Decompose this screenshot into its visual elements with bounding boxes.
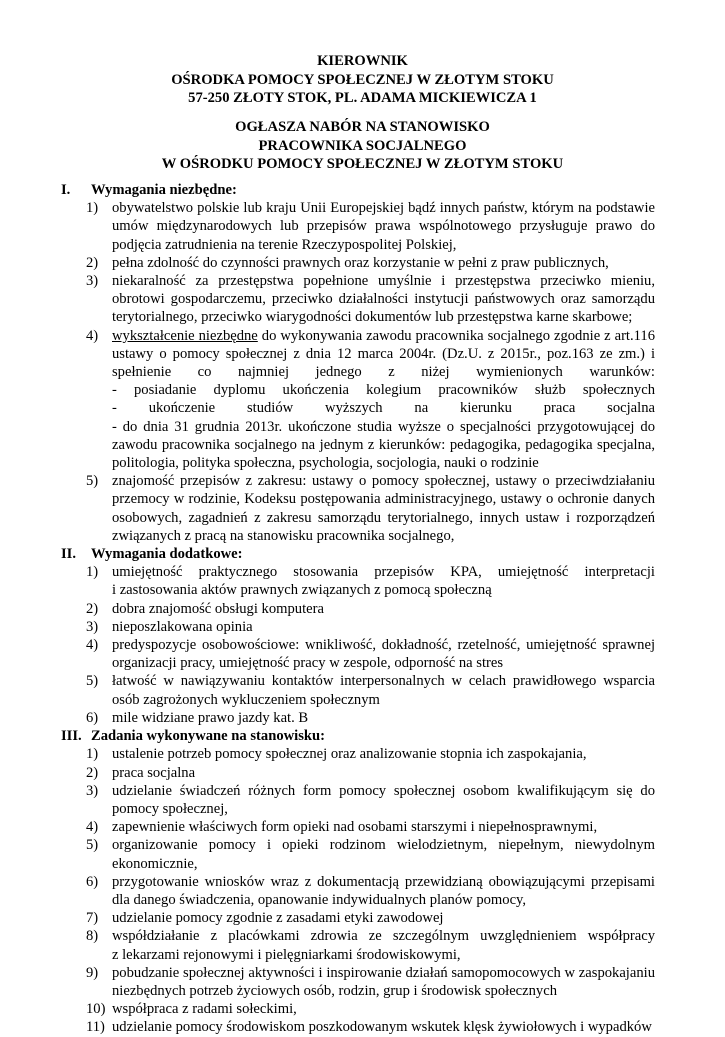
underlined-term: wykształcenie niezbędne — [112, 327, 258, 344]
list-item-number: 9) — [86, 964, 99, 981]
list-item-text — [112, 927, 655, 963]
text-line: osób zagrożonych wykluczeniem społecznym — [112, 691, 380, 708]
text-line: przygotowanie wniosków wraz z dokumentacją przewidzianą obowiązującymi przepisami — [112, 873, 655, 890]
text-line: politologia, polityka społeczna, psychologia, socjologia, nauki o rodzinie — [112, 455, 539, 472]
section-number: III. — [61, 728, 82, 745]
list-item-number: 2) — [86, 764, 99, 781]
list-item-number: 2) — [86, 600, 99, 617]
list-item-text — [112, 600, 655, 618]
list-item-text — [112, 745, 655, 763]
text-line: nieposzlakowana opinia — [112, 618, 253, 635]
list-item-text — [112, 636, 655, 672]
header-institution: OŚRODKA POMOCY SPOŁECZNEJ W ZŁOTYM STOKU — [171, 71, 554, 88]
list-item-number: 6) — [86, 709, 99, 726]
list-item-number: 3) — [86, 782, 99, 799]
list-item — [0, 927, 725, 963]
section-heading — [0, 545, 725, 563]
list-item — [0, 764, 725, 782]
list-item — [0, 964, 725, 1000]
section-title: Wymagania niezbędne: — [91, 182, 237, 198]
list-item-number: 3) — [86, 273, 99, 290]
document-body — [0, 181, 725, 1037]
list-item-text — [112, 563, 655, 599]
list-item — [0, 327, 725, 473]
text-line: zapewnienie właściwych form opieki nad osobami starszymi i niepełnosprawnymi, — [112, 819, 598, 836]
list-item — [0, 836, 725, 872]
section-2 — [0, 545, 725, 727]
text-line: przemocy w rodzinie, Kodeksu postępowania administracyjnego, ustawy o ochronie danych — [112, 491, 655, 508]
section-1 — [0, 181, 725, 545]
text-line: współdziałanie z placówkami zdrowia ze szczególnym uwzględnieniem współpracy — [112, 928, 655, 945]
list-item-text — [112, 964, 655, 1000]
list-item-text — [112, 618, 655, 636]
text-line: udzielanie pomocy zgodnie z zasadami etyki zawodowej — [112, 910, 444, 927]
text-line: terytorialnego, przeciwko wiarygodności dokumentów lub przestępstwa karne skarbowe; — [112, 309, 633, 326]
text-line: niezbędnych potrzeb życiowych osób, rodzin, grup i środowisk społecznych — [112, 982, 557, 999]
text-line: pobudzanie społecznej aktywności i inspirowanie działań samopomocowych w zaspokajaniu — [112, 964, 655, 981]
list-item — [0, 600, 725, 618]
list-item — [0, 745, 725, 763]
text-line: udzielanie pomocy środowiskom poszkodowanym wskutek klęsk żywiołowych i wypadków — [112, 1019, 652, 1036]
text-line: spełnienie co najmniej jednego z niżej wymienionych warunków: — [112, 364, 655, 381]
list-item-text — [112, 327, 655, 473]
list-item-number: 5) — [86, 837, 99, 854]
section-number: I. — [61, 182, 71, 198]
list-item-number: 10) — [86, 1001, 106, 1018]
announcement-title — [0, 118, 725, 174]
list-item-number: 1) — [86, 200, 99, 217]
text-line: obywatelstwo polskie lub kraju Unii Europejskiej bądź innych państw, którym na podstawie — [112, 200, 655, 217]
announcement-line-2: PRACOWNIKA SOCJALNEGO — [258, 137, 467, 154]
text-line: dla danego świadczenia, opanowanie indywidualnych planów pomocy, — [112, 891, 527, 908]
text-line: - do dnia 31 grudnia 2013r. ukończone studia wyższe o specjalności przygotowującej do — [112, 418, 655, 435]
list-item-number: 1) — [86, 746, 99, 763]
list-item — [0, 472, 725, 545]
list-item-text — [112, 254, 655, 272]
text-line: łatwość w nawiązywaniu kontaktów interpersonalnych w celach prawidłowego wsparcia — [112, 673, 655, 690]
list-item — [0, 1018, 725, 1036]
list-item-number: 5) — [86, 673, 99, 690]
text-line: praca socjalna — [112, 764, 196, 781]
list-item — [0, 672, 725, 708]
list-item-text — [112, 836, 655, 872]
text-line: z lekarzami rejonowymi i pielęgniarkami środowiskowymi, — [112, 946, 461, 963]
list-item-number: 6) — [86, 873, 99, 890]
list-item — [0, 563, 725, 599]
list-item-text — [112, 1000, 655, 1018]
list-item — [0, 818, 725, 836]
list-item-text — [112, 672, 655, 708]
text-line: organizacji pracy, umiejętność pracy w zespole, odporność na stres — [112, 655, 504, 672]
list-item — [0, 636, 725, 672]
header-title: KIEROWNIK — [317, 53, 408, 69]
list-item-text — [112, 709, 655, 727]
section-title: Wymagania dodatkowe: — [91, 546, 243, 563]
text-line: podjęcia zatrudnienia na terenie Rzeczypospolitej Polskiej, — [112, 236, 457, 253]
text-line: współpraca z radami sołeckimi, — [112, 1001, 297, 1018]
text-line — [112, 327, 655, 345]
section-3 — [0, 727, 725, 1036]
text-line: dobra znajomość obsługi komputera — [112, 600, 324, 617]
text-line: organizowanie pomocy i opieki rodzinom wielodzietnym, niepełnym, niewydolnym — [112, 837, 655, 854]
list-item — [0, 199, 725, 254]
list-item — [0, 272, 725, 327]
text-line: znajomość przepisów z zakresu: ustawy o pomocy społecznej, ustawy o przeciwdziałaniu — [112, 473, 655, 490]
list-item-number: 4) — [86, 327, 99, 344]
list-item-text — [112, 873, 655, 909]
document-header — [0, 52, 725, 108]
list-item-text — [112, 764, 655, 782]
text-line: ustawy o pomocy społecznej z dnia 12 marca 2004r. (Dz.U. z 2015r., poz.163 ze zm.) i — [112, 345, 655, 362]
list-item-text — [112, 199, 655, 254]
list-item — [0, 709, 725, 727]
text-line: zawodu pracownika socjalnego na jednym z kierunków: pedagogika, pedagogika specjalna, — [112, 436, 655, 453]
text-line: związanych z pracą na stanowisku pracownika socjalnego, — [112, 527, 455, 544]
list-item — [0, 1000, 725, 1018]
text-line: ekonomicznie, — [112, 855, 198, 872]
list-item-text — [112, 1018, 655, 1036]
text-line: pełna zdolność do czynności prawnych oraz korzystanie w pełni z praw publicznych, — [112, 254, 609, 271]
list-item — [0, 782, 725, 818]
list-item-text — [112, 818, 655, 836]
list-item-number: 3) — [86, 618, 99, 635]
list-item-text — [112, 472, 655, 545]
text-line: osobowych, zagadnień z zakresu samorządu terytorialnego, innych ustaw i rozporządzeń — [112, 509, 655, 526]
text-line: obrotowi gospodarczemu, przeciwko działalności instytucji państwowych oraz samorządu — [112, 291, 655, 308]
section-number: II. — [61, 546, 77, 563]
list-item — [0, 909, 725, 927]
list-item-number: 8) — [86, 928, 99, 945]
list-item-number: 1) — [86, 564, 99, 581]
section-heading — [0, 181, 725, 199]
list-item — [0, 873, 725, 909]
text-line: mile widziane prawo jazdy kat. B — [112, 709, 309, 726]
announcement-line-1: OGŁASZA NABÓR NA STANOWISKO — [235, 119, 490, 135]
text-line-rest: do wykonywania zawodu pracownika socjalnego zgodnie z art.116 — [257, 327, 655, 344]
list-item-text — [112, 782, 655, 818]
list-item — [0, 254, 725, 272]
list-item — [0, 618, 725, 636]
list-item-number: 11) — [86, 1019, 105, 1036]
text-line: niekaralność za przestępstwa popełnione umyślnie i przestępstwa przeciwko mieniu, — [112, 273, 655, 290]
section-heading — [0, 727, 725, 745]
text-line: predyspozycje osobowościowe: wnikliwość, dokładność, rzetelność, umiejętność sprawnej — [112, 637, 655, 654]
list-item-number: 2) — [86, 254, 99, 271]
list-item-number: 4) — [86, 819, 99, 836]
list-item-text — [112, 272, 655, 327]
text-line: - ukończenie studiów wyższych na kierunku praca socjalna — [112, 400, 655, 417]
text-line: i zastosowania aktów prawnych związanych z pomocą społeczną — [112, 582, 492, 599]
text-line: umiejętność praktycznego stosowania przepisów KPA, umiejętność interpretacji — [112, 564, 655, 581]
list-item-number: 4) — [86, 637, 99, 654]
text-line: pomocy społecznej, — [112, 800, 228, 817]
text-line: ustalenie potrzeb pomocy społecznej oraz analizowanie stopnia ich zaspokajania, — [112, 746, 587, 763]
text-line: udzielanie świadczeń różnych form pomocy społecznej osobom kwalifikującym się do — [112, 782, 655, 799]
list-item-number: 7) — [86, 910, 99, 927]
text-line: umów międzynarodowych lub przepisów prawa wspólnotowego przysługuje prawo do — [112, 218, 655, 235]
list-item-text — [112, 909, 655, 927]
header-address: 57-250 ZŁOTY STOK, PL. ADAMA MICKIEWICZA 1 — [188, 90, 537, 106]
text-line: - posiadanie dyplomu ukończenia kolegium pracowników służb społecznych — [112, 382, 655, 399]
announcement-line-3: W OŚRODKU POMOCY SPOŁECZNEJ W ZŁOTYM STOKU — [161, 156, 564, 172]
list-item-number: 5) — [86, 473, 99, 490]
section-title: Zadania wykonywane na stanowisku: — [91, 728, 325, 745]
